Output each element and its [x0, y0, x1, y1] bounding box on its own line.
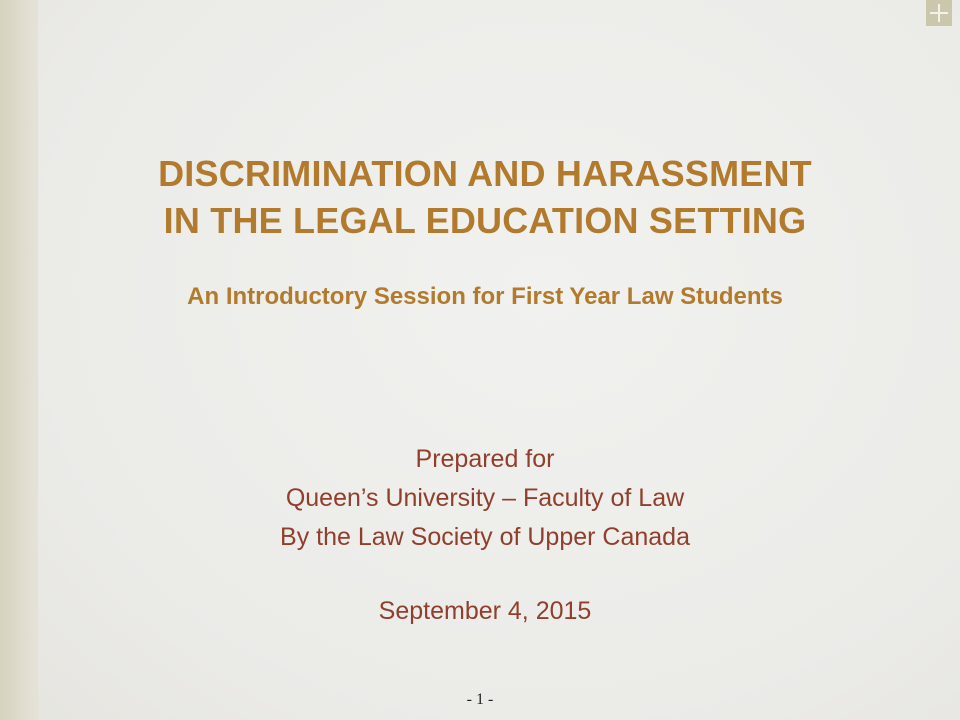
prepared-for-block	[170, 440, 800, 557]
page-number: - 1 -	[466, 691, 494, 708]
prepared-by-organization: By the Law Society of Upper Canada	[280, 523, 690, 551]
slide-title	[60, 150, 910, 244]
title-line-1: DISCRIMINATION AND HARASSMENT	[158, 153, 812, 194]
plus-ornament-icon	[926, 0, 952, 26]
prepared-for-organization: Queen’s University – Faculty of Law	[285, 484, 685, 512]
prepared-for-label: Prepared for	[415, 445, 555, 473]
presentation-date: September 4, 2015	[378, 597, 592, 625]
title-line-2: IN THE LEGAL EDUCATION SETTING	[163, 200, 807, 241]
slide-subtitle: An Introductory Session for First Year Law Students	[187, 283, 783, 310]
